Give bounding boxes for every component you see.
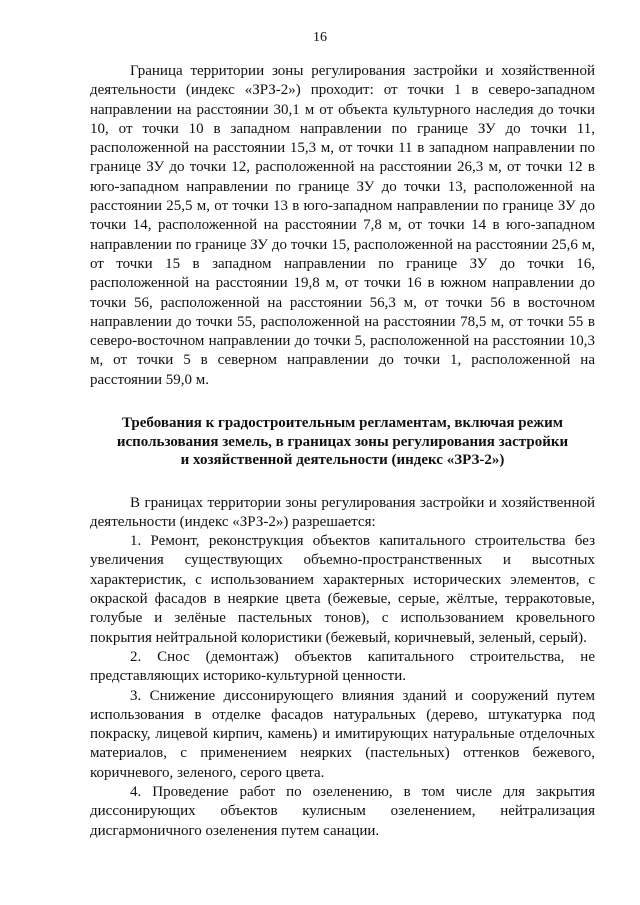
section-heading-line: использования земель, в границах зоны регулирования застройки bbox=[116, 433, 569, 450]
boundary-paragraph: Граница территории зоны регулирования застройки и хозяйственной деятельности (индекс «ЗРЗ-2») проходит: от точки 1 в северо-западном направлении на расстоянии 30,1 м от объекта культурного наследия до точки 10, от точки 10 в западном направлении по границе ЗУ до точки 11, расположенной на расстоянии 15,3 м, от точки 11 в западном направлении по границе ЗУ до точки 12, расположенной на расстоянии 26,3 м, от точки 12 в юго-западном направлении по границе ЗУ до точки 13, расположенной на расстоянии 25,5 м, от точки 13 в юго-западном направлении по границе ЗУ до точки 14, расположенной на расстоянии 7,8 м, от точки 14 в юго-западном направлении по границе ЗУ до точки 15, расположенной на расстоянии 25,6 м, от точки 15 в западном направлении по границе ЗУ до точки 16, расположенной на расстоянии 19,8 м, от точки 16 в южном направлении до точки 56, расположенной на расстоянии 56,3 м, от точки 56 в восточном направлении до точки 55, расположенной на расстоянии 78,5 м, от точки 55 в северо-восточном направлении до точки 5, расположенной на расстоянии 10,3 м, от точки 5 в северном направлении до точки 1, расположенной на расстоянии 59,0 м. bbox=[90, 63, 595, 388]
section-heading-line: Требования к градостроительным регламентам, включая режим bbox=[122, 415, 563, 432]
section-heading bbox=[90, 414, 595, 470]
document-body bbox=[90, 62, 595, 841]
page-number: 16 bbox=[313, 30, 327, 45]
list-item: 4. Проведение работ по озеленению, в том числе для закрытия диссонирующих объектов кулисным озеленением, нейтрализация дисгармоничного озеленения путем санации. bbox=[90, 784, 595, 839]
list-item: 3. Снижение диссонирующего влияния зданий и сооружений путем использования в отделке фасадов натуральных (дерево, штукатурка под покраску, лицевой кирпич, камень) и имитирующих натуральные отделочных материалов, с применением неярких (пастельных) оттенков бежевого, коричневого, зеленого, серого цвета. bbox=[90, 687, 595, 781]
list-item: 1. Ремонт, реконструкция объектов капитального строительства без увеличения существующих объемно-пространственных и высотных характеристик, с использованием характерных исторических элементов, с окраской фасадов в неяркие цвета (бежевые, серые, жёлтые, терракотовые, голубые и зелёные пастельных тонов), с использованием кровельного покрытия нейтральной колористики (бежевый, коричневый, зеленый, серый). bbox=[90, 533, 595, 646]
list-item: 2. Снос (демонтаж) объектов капитального строительства, не представляющих историко-культурной ценности. bbox=[90, 648, 595, 685]
intro-paragraph: В границах территории зоны регулирования застройки и хозяйственной деятельности (индекс «ЗРЗ-2») разрешается: bbox=[90, 494, 595, 530]
section-heading-line: и хозяйственной деятельности (индекс «ЗРЗ-2») bbox=[180, 452, 505, 469]
